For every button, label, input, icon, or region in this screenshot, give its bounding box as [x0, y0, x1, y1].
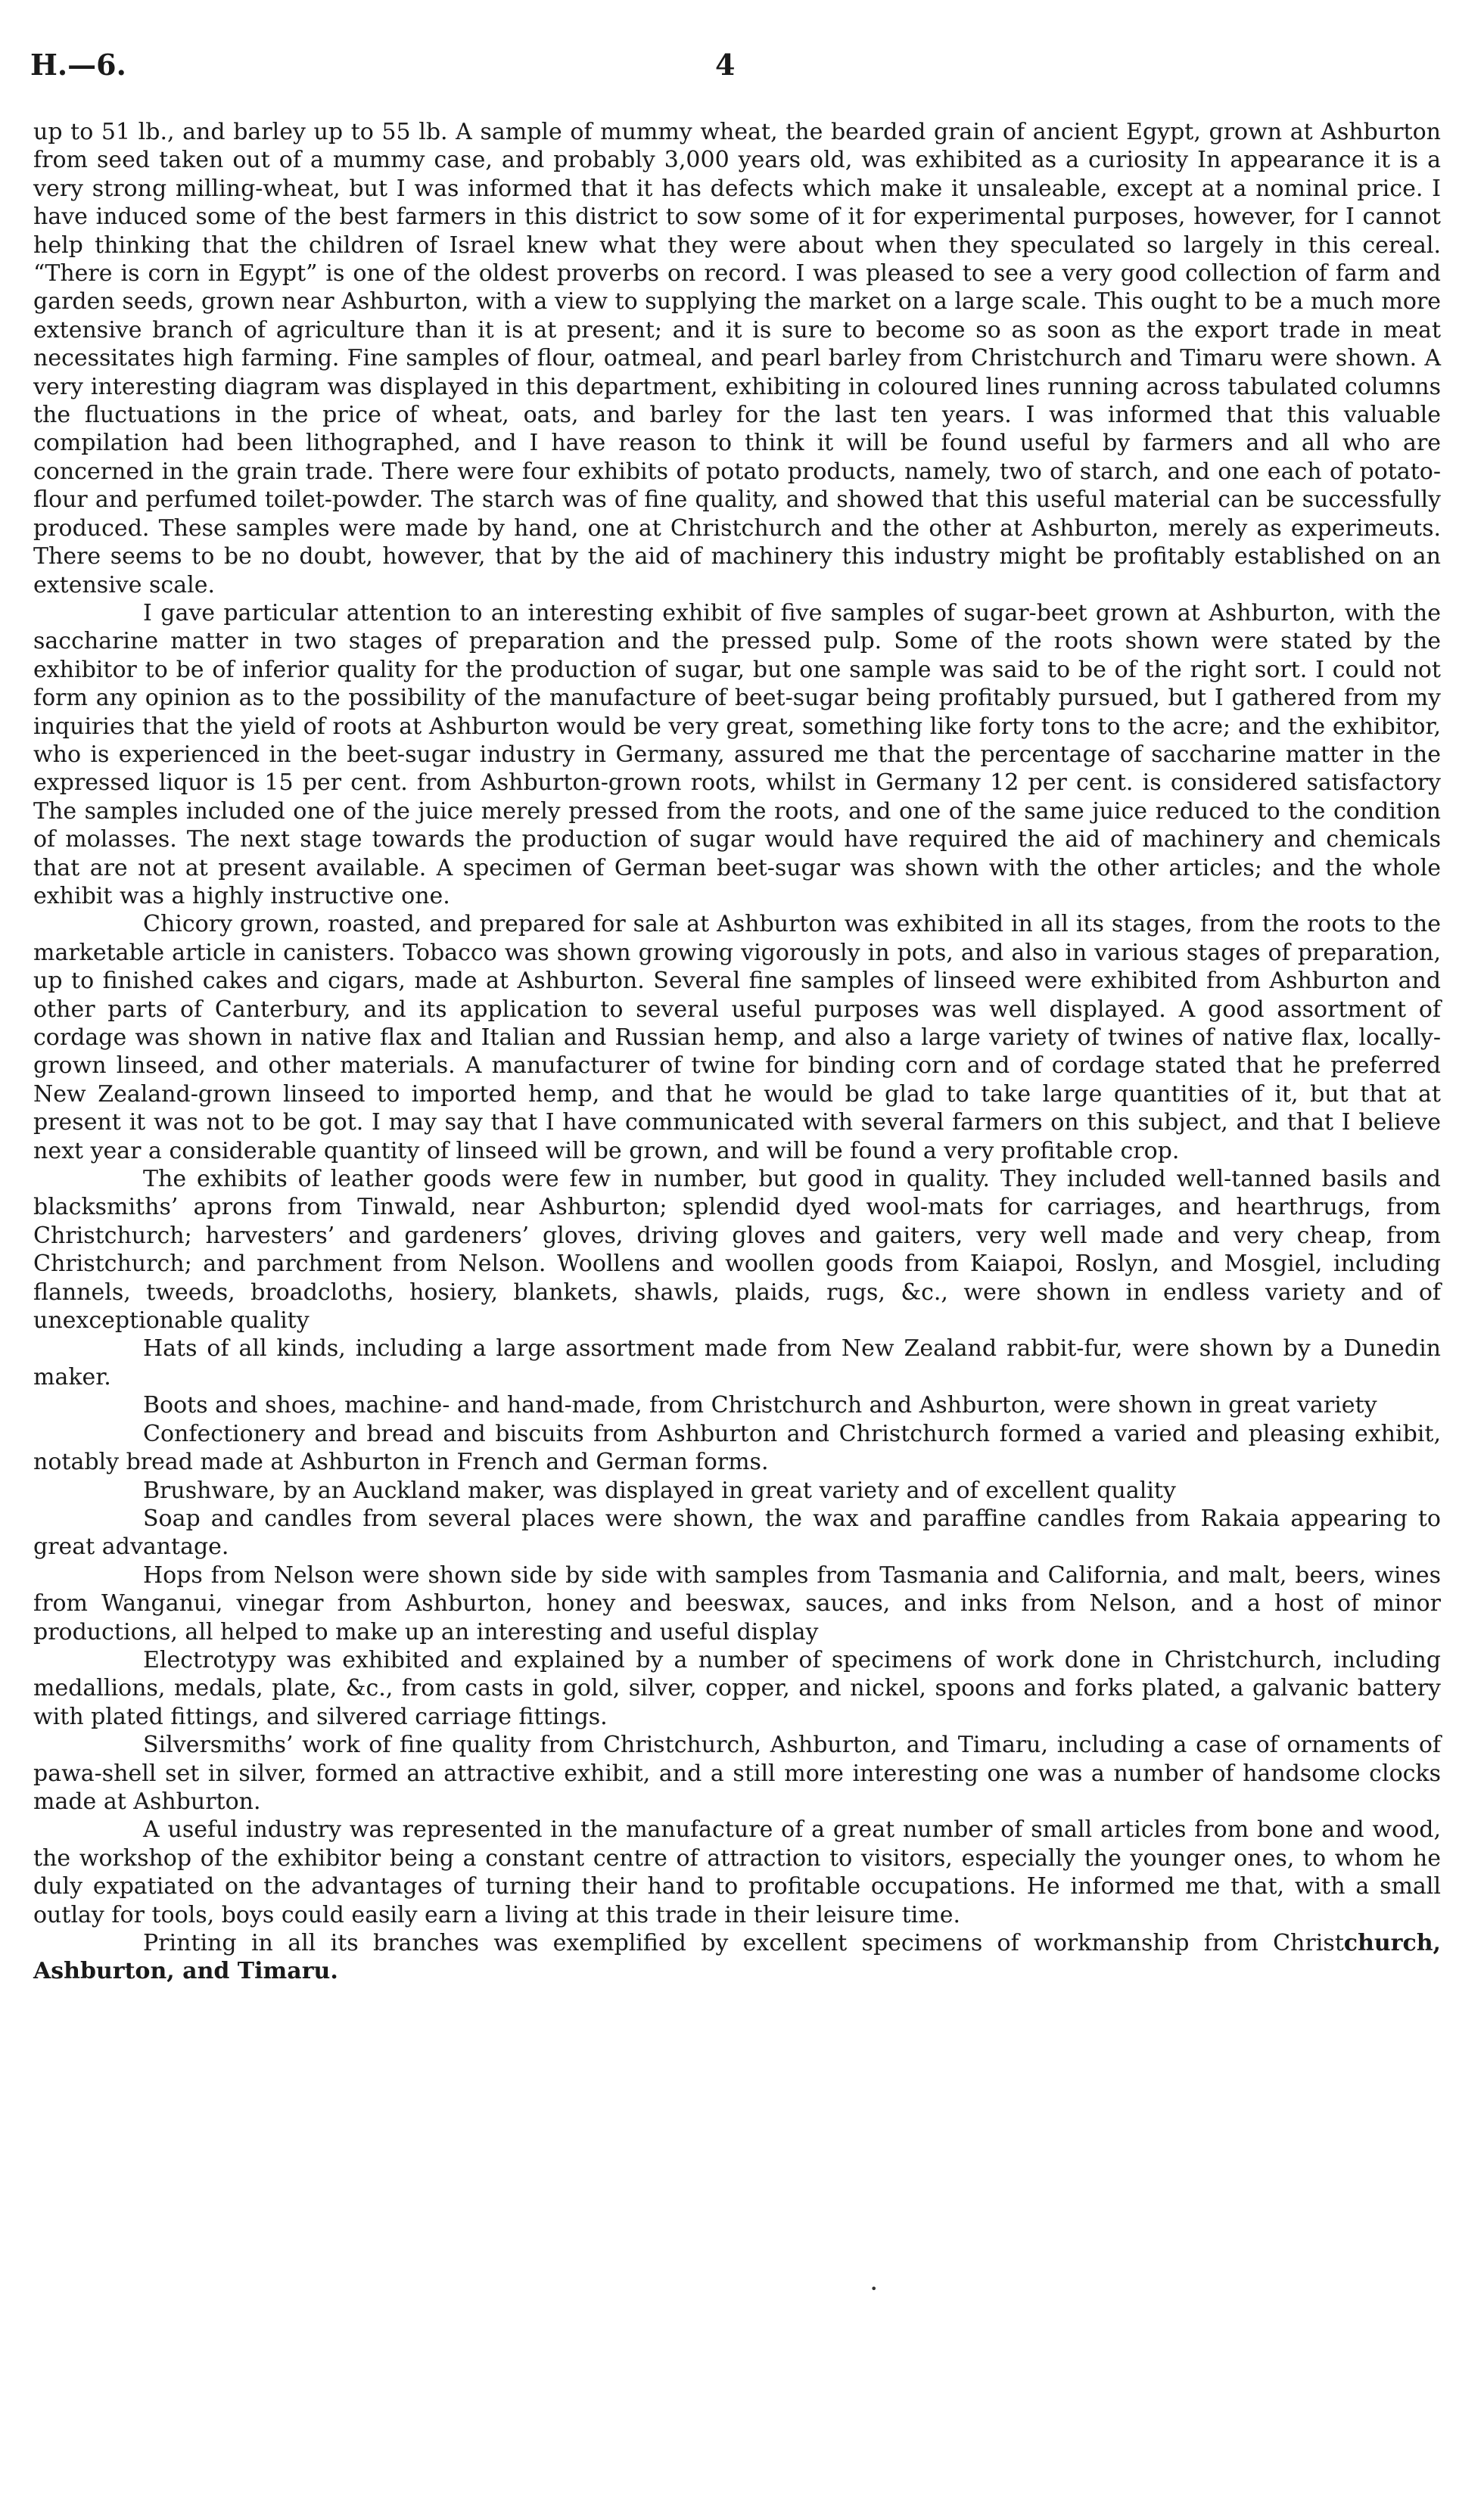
paragraph-confectionery: Confectionery and bread and biscuits from Ashburton and Christchurch formed a varied and pleasing exhibit, notably bread made at Ashburton in French and German forms. — [33, 1420, 1441, 1476]
document-page — [30, 47, 1453, 1986]
paragraph-brushware: Brushware, by an Auckland maker, was displayed in great variety and of excellent quality — [143, 1477, 1176, 1504]
paragraph-soap-candles: Soap and candles from several places were shown, the wax and paraffine candles from Rakaia appearing to great advantage. — [33, 1505, 1441, 1561]
body-text — [33, 118, 1441, 1986]
paragraph-sugar-beet: I gave particular attention to an interesting exhibit of five samples of sugar-beet grown at Ashburton, with the saccharine matter in two stages of preparation and the pressed pulp. Some of the roots shown were stated by the exhibitor to be of inferior quality for the production of sugar, but one sample was said to be of the right sort. I could not form any opinion as to the possibility of the manufacture of beet-sugar being profitably pursued, but I gathered from my inquiries that the yield of roots at Ashburton would be very great, something like forty tons to the acre; and the exhibitor, who is experienced in the beet-sugar industry in Germany, assured me that the percentage of saccharine matter in the expressed liquor is 15 per cent. from Ashburton-grown roots, whilst in Germany 12 per cent. is considered satisfactory The samples included one of the juice merely pressed from the roots, and one of the same juice reduced to the condition of molasses. The next stage towards the production of sugar would have required the aid of machinery and chemicals that are not at present available. A specimen of German beet-sugar was shown with the other articles; and the whole exhibit was a highly instructive one. — [33, 599, 1441, 909]
document-reference: H.—6. — [30, 48, 126, 82]
paragraph-boots-shoes: Boots and shoes, machine- and hand-made, from Christchurch and Ashburton, were shown in great variety — [143, 1392, 1377, 1419]
paragraph-leather-woollens: The exhibits of leather goods were few in number, but good in quality. They included well-tanned basils and blacksmiths’ aprons from Tinwald, near Ashburton; splendid dyed wool-mats for carriages, and hearthrugs, from Christchurch; harvesters’ and gardeners’ gloves, driving gloves and gaiters, very well made and very cheap, from Christchurch; and parchment from Nelson. Woollens and woollen goods from Kaiapoi, Roslyn, and Mosgiel, including flannels, tweeds, broadcloths, hosiery, blankets, shawls, plaids, rugs, &c., were shown in endless variety and of unexceptionable quality — [33, 1166, 1441, 1335]
paragraph-hops-malt: Hops from Nelson were shown side by side with samples from Tasmania and California, and malt, beers, wines from Wanganui, vinegar from Ashburton, honey and beeswax, sauces, and inks from Nelson, and a host of minor productions, all helped to make up an interesting and useful display — [33, 1561, 1441, 1645]
paragraph-chicory-tobacco-linseed: Chicory grown, roasted, and prepared for sale at Ashburton was exhibited in all its stages, from the roots to the marketable article in canisters. Tobacco was shown growing vigorously in pots, and also in various stages of preparation, up to finished cakes and cigars, made at Ashburton. Several fine samples of linseed were exhibited from Ashburton and other parts of Canterbury, and its application to several useful purposes was well displayed. A good assortment of cordage was shown in native flax and Italian and Russian hemp, and also a large variety of twines of native flax, locally-grown linseed, and other materials. A manufacturer of twine for binding corn and of cordage stated that he preferred New Zealand-grown linseed to imported hemp, and that he would be glad to take large quantities of it, but that at present it was not to be got. I may say that I have communicated with several farmers on this subject, and that I believe next year a considerable quantity of linseed will be grown, and will be found a very profitable crop. — [33, 911, 1441, 1164]
paragraph-continued: up to 51 lb., and barley up to 55 lb. A sample of mummy wheat, the bearded grain of ancient Egypt, grown at Ashburton from seed taken out of a mummy case, and probably 3,000 years old, was exhibited as a curiosity In appearance it is a very strong milling-wheat, but I was informed that it has defects which make it unsaleable, except at a nominal price. I have induced some of the best farmers in this district to sow some of it for experimental purposes, however, for I cannot help thinking that the children of Israel knew what they were about when they speculated so largely in this cereal. “There is corn in Egypt” is one of the oldest proverbs on record. I was pleased to see a very good collection of farm and garden seeds, grown near Ashburton, with a view to supplying the market on a large scale. This ought to be a much more extensive branch of agriculture than it is at present; and it is sure to become so as soon as the export trade in meat necessitates high farming. Fine samples of flour, oatmeal, and pearl barley from Christchurch and Timaru were shown. A very interesting diagram was displayed in this department, exhibiting in coloured lines running across tabulated columns the fluctuations in the price of wheat, oats, and barley for the last ten years. I was informed that this valuable compilation had been lithographed, and I have reason to think it will be found useful by farmers and all who are concerned in the grain trade. There were four exhibits of potato products, namely, two of starch, and one each of potato-flour and perfumed toilet-powder. The starch was of fine quality, and showed that this useful material can be successfully produced. These samples were made by hand, one at Christchurch and the other at Ashburton, merely as experimeuts. There seems to be no doubt, however, that by the aid of machinery this industry might be profitably established on an extensive scale. — [33, 119, 1441, 598]
printing-lead-text: Printing in all its branches was exemplified by excellent specimens of workmanship from Christ — [143, 1930, 1344, 1956]
page-number: 4 — [715, 48, 736, 82]
printing-tail-text: church, Ashburton, and Timaru. — [33, 1930, 1441, 1985]
page-header — [30, 47, 1453, 83]
printer-mark-icon: • — [870, 2282, 878, 2296]
paragraph-silversmiths: Silversmiths’ work of fine quality from Christchurch, Ashburton, and Timaru, including a case of ornaments of pawa-shell set in silver, formed an attractive exhibit, and a still more interesting one was a number of handsome clocks made at Ashburton. — [33, 1732, 1441, 1815]
paragraph-hats: Hats of all kinds, including a large assortment made from New Zealand rabbit-fur, were shown by a Dunedin maker. — [33, 1335, 1441, 1391]
paragraph-bone-wood-industry: A useful industry was represented in the manufacture of a great number of small articles from bone and wood, the workshop of the exhibitor being a constant centre of attraction to visitors, especially the younger ones, to whom he duly expatiated on the advantages of turning their hand to profitable occupations. He informed me that, with a small outlay for tools, boys could easily earn a living at this trade in their leisure time. — [33, 1816, 1441, 1928]
paragraph-electrotypy: Electrotypy was exhibited and explained by a number of specimens of work done in Christchurch, including medallions, medals, plate, &c., from casts in gold, silver, copper, and nickel, spoons and forks plated, a galvanic battery with plated fittings, and silvered carriage fittings. — [33, 1646, 1441, 1730]
paragraph-printing — [33, 1929, 1441, 1986]
